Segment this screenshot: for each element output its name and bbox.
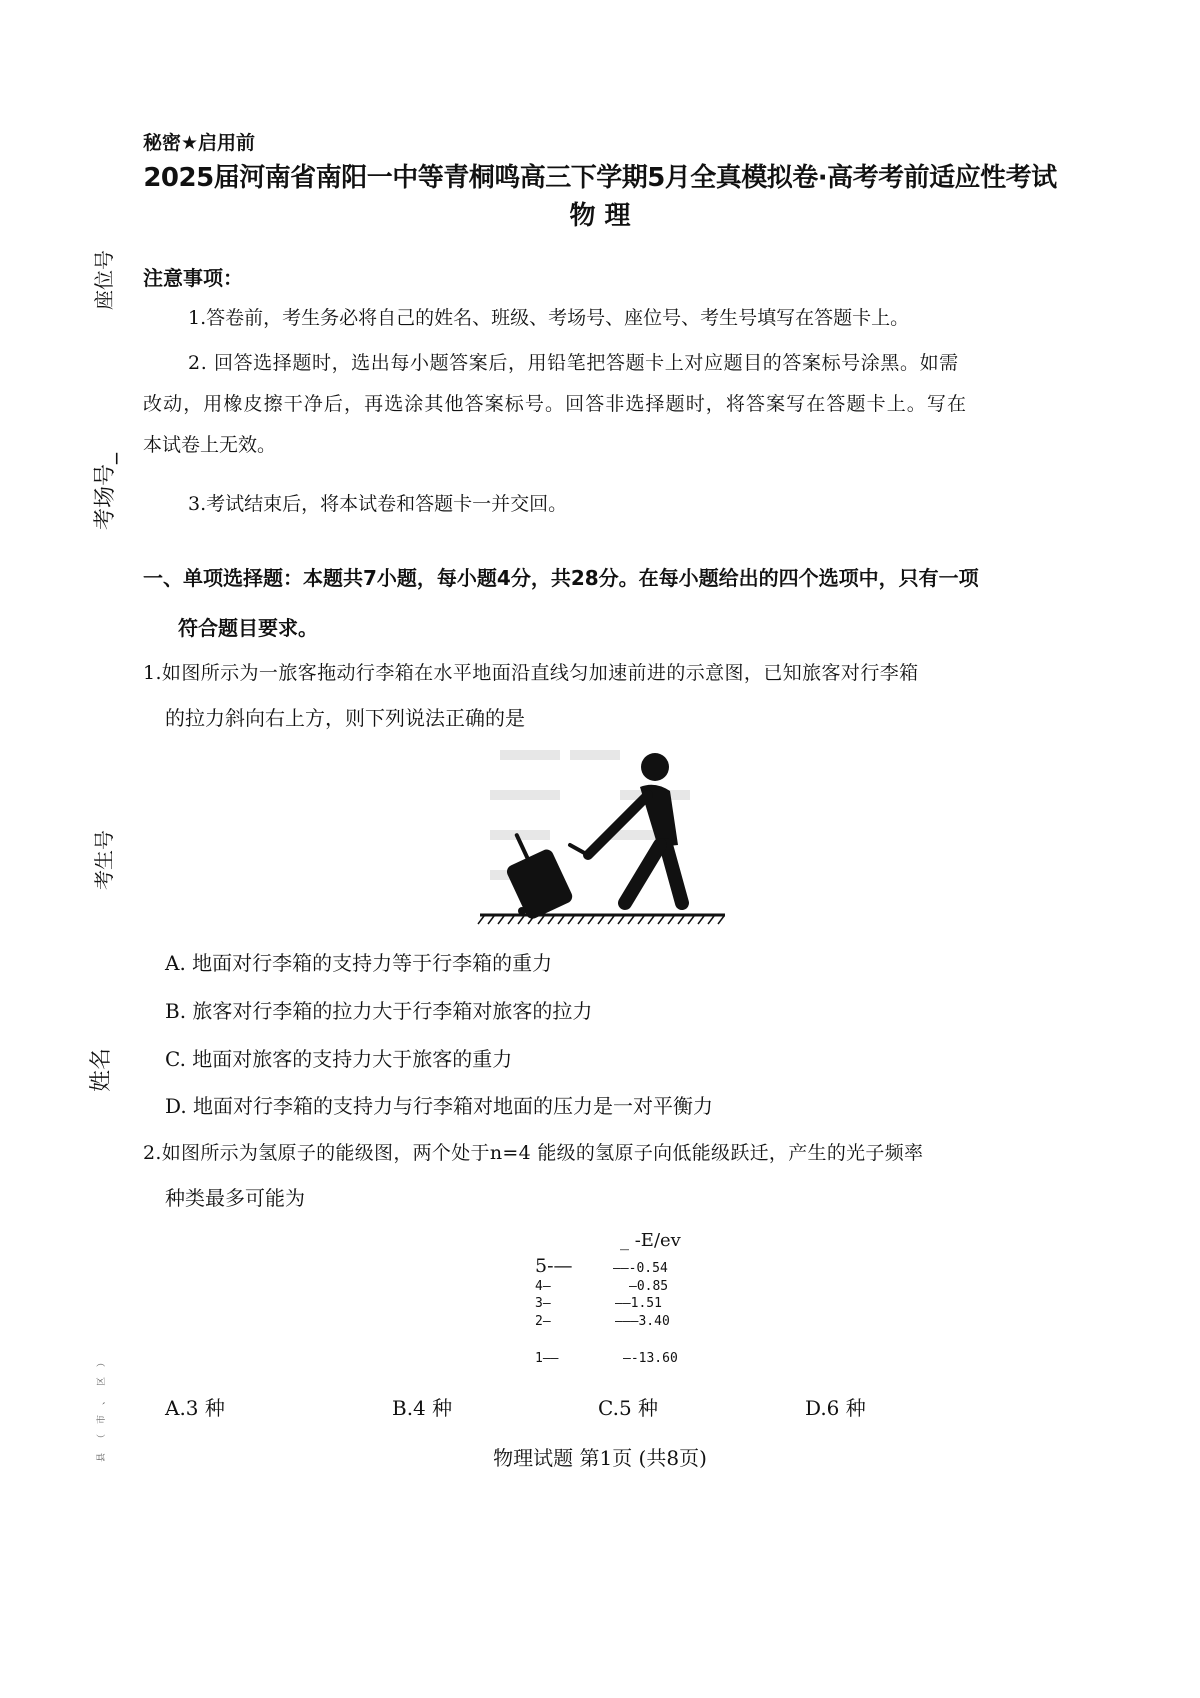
- notes-item-1: 1.答卷前，考生务必将自己的姓名、班级、考场号、座位号、考生号填写在答题卡上。: [188, 307, 910, 329]
- energy-axis-label: _ -E/ev: [620, 1230, 681, 1251]
- side-label-seat: 座位号: [92, 250, 116, 310]
- ground-hatch: [478, 915, 725, 924]
- section-1-heading-line-2: 符合题目要求。: [178, 616, 318, 640]
- notes-heading: 注意事项：: [143, 266, 243, 290]
- question-2-stem-line-2: 种类最多可能为: [165, 1186, 305, 1210]
- question-1-stem-line-1: 1.如图所示为一旅客拖动行李箱在水平地面沿直线匀加速前进的示意图，已知旅客对行李箱: [143, 662, 919, 684]
- traveler-arm: [588, 795, 648, 855]
- notes-item-2-line-1: 2. 回答选择题时，选出每小题答案后，用铅笔把答题卡上对应题目的答案标号涂黑。如需: [188, 352, 959, 374]
- side-label-county: 县（市、区）: [97, 1347, 107, 1462]
- exam-title: 2025届河南省南阳一中等青桐鸣高三下学期5月全真模拟卷·高考考前适应性考试: [143, 163, 1057, 193]
- question-1-option-c: C. 地面对旅客的支持力大于旅客的重力: [165, 1047, 513, 1071]
- traveler-head: [641, 753, 669, 781]
- level-label-n1: 1——: [535, 1351, 559, 1366]
- question-1-option-d: D. 地面对行李箱的支持力与行李箱对地面的压力是一对平衡力: [165, 1094, 714, 1118]
- question-1-stem-line-2: 的拉力斜向右上方，则下列说法正确的是: [165, 706, 525, 730]
- side-label-name: 姓名: [89, 1047, 114, 1092]
- question-2-option-b: B.4 种: [392, 1396, 453, 1420]
- energy-level-diagram: [530, 1228, 730, 1368]
- subject-title: 物 理: [569, 201, 631, 231]
- question-2-option-c: C.5 种: [598, 1396, 659, 1420]
- side-label-room: 考场号_: [93, 452, 118, 530]
- level-energy-n3-value: ——1.51: [615, 1296, 662, 1311]
- page-footer: 物理试题 第1页 (共8页): [493, 1446, 707, 1470]
- question-2-stem-line-1: 2.如图所示为氢原子的能级图，两个处于n=4 能级的氢原子向低能级跃迁，产生的光子频率: [143, 1142, 924, 1164]
- side-label-exam-no: 考生号: [92, 830, 116, 890]
- suitcase-handle: [570, 845, 588, 855]
- level-energy-n1-value: —-13.60: [623, 1351, 678, 1366]
- secret-label: 秘密★启用前: [143, 132, 256, 154]
- level-energy-n5: ——-0.54: [613, 1261, 668, 1276]
- level-label-n3: 3—: [535, 1296, 551, 1311]
- question-1-option-b: B. 旅客对行李箱的拉力大于行李箱对旅客的拉力: [165, 999, 593, 1023]
- traveler-leg-front: [666, 845, 682, 903]
- question-2-option-a: A.3 种: [165, 1396, 225, 1420]
- level-label-n2: 2—: [535, 1314, 551, 1329]
- section-1-heading: 一、单项选择题：本题共7小题，每小题4分，共28分。在每小题给出的四个选项中，只有一项: [143, 566, 979, 590]
- notes-item-2-line-2: 改动，用橡皮擦干净后，再选涂其他答案标号。回答非选择题时，将答案写在答题卡上。写在: [143, 393, 968, 415]
- level-energy-n4-value: —0.85: [629, 1279, 669, 1294]
- level-energy-n2-value: ———3.40: [615, 1314, 670, 1329]
- question-1-option-a: A. 地面对行李箱的支持力等于行李箱的重力: [165, 951, 553, 975]
- question-2-option-d: D.6 种: [805, 1396, 866, 1420]
- notes-item-3: 3.考试结束后，将本试卷和答题卡一并交回。: [188, 493, 568, 515]
- traveler-leg-back: [625, 845, 660, 903]
- level-label-n5: 5-—: [535, 1255, 573, 1277]
- notes-item-2-line-3: 本试卷上无效。: [143, 434, 277, 456]
- level-label-n4: 4—: [535, 1279, 551, 1294]
- traveler-suitcase-figure: [470, 735, 740, 925]
